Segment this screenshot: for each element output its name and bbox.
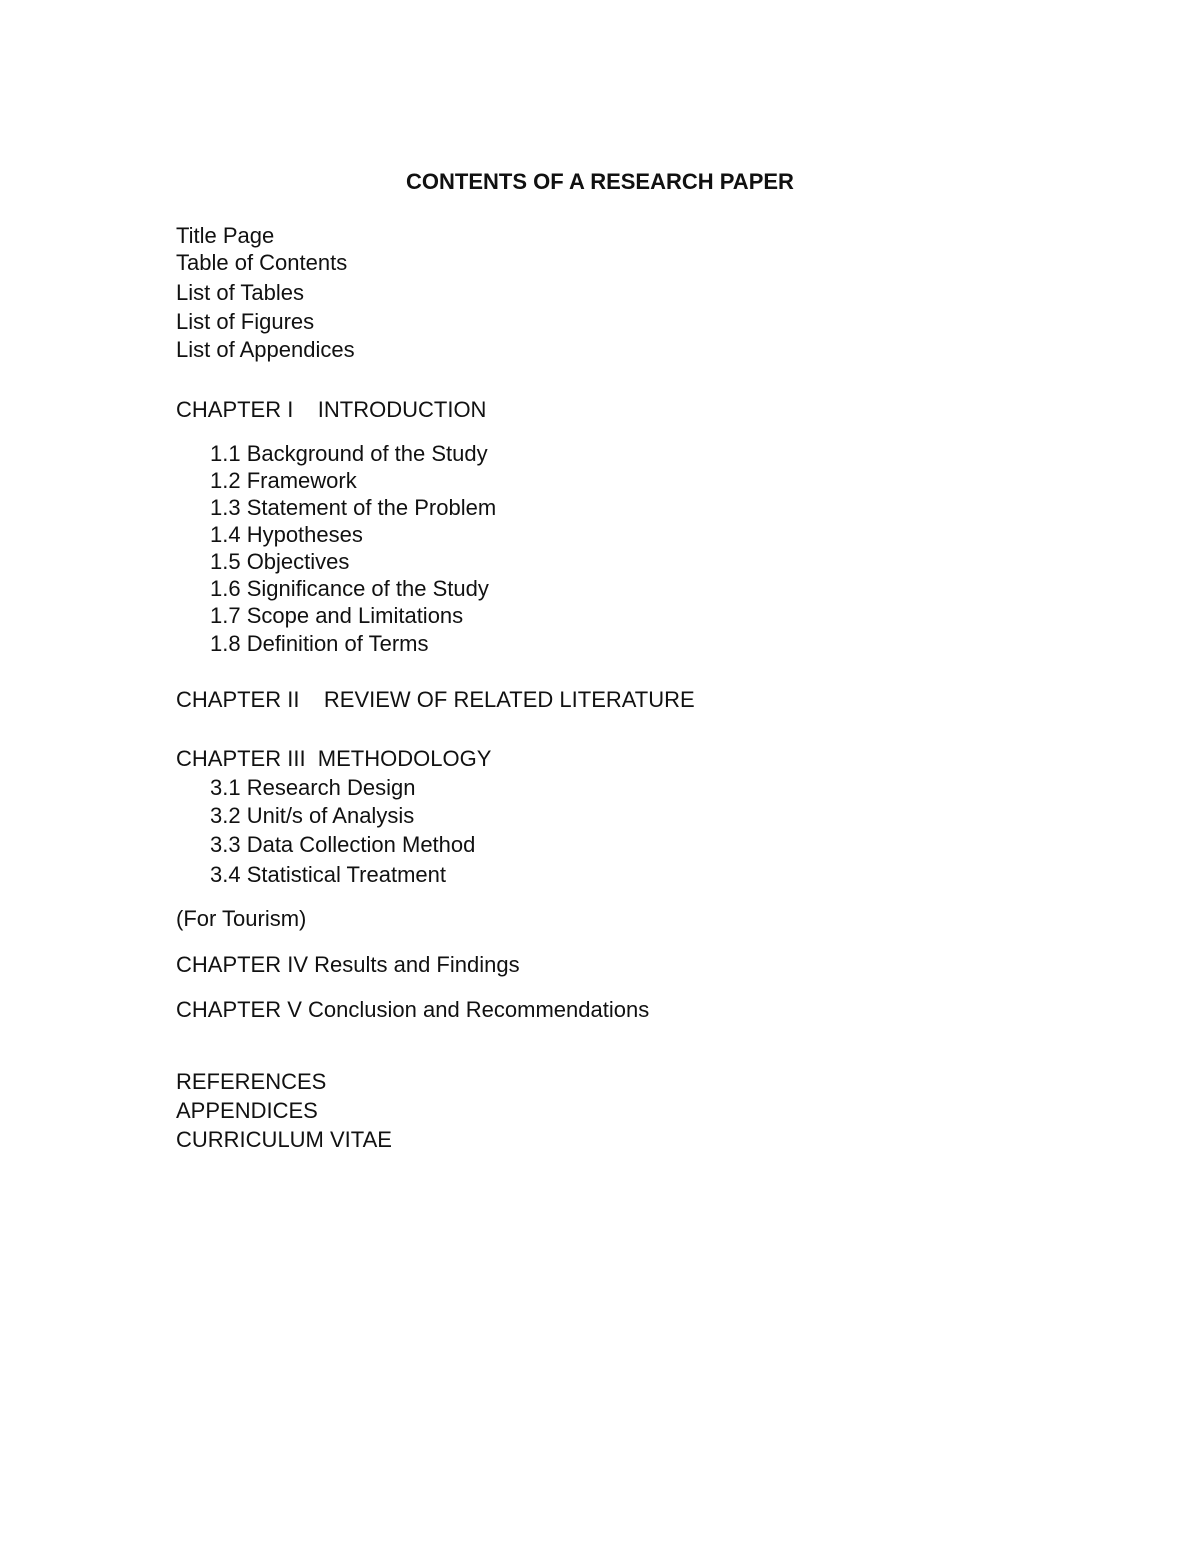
back-matter-references: REFERENCES	[176, 1069, 327, 1094]
front-matter-table-of-contents: Table of Contents	[176, 250, 348, 275]
section-1-4: 1.4 Hypotheses	[210, 522, 363, 547]
chapter-1-heading: CHAPTER I INTRODUCTION	[176, 397, 487, 422]
section-3-2: 3.2 Unit/s of Analysis	[210, 803, 415, 828]
front-matter-title-page: Title Page	[176, 223, 275, 248]
section-1-2: 1.2 Framework	[210, 468, 357, 493]
section-3-1: 3.1 Research Design	[210, 775, 416, 800]
section-1-5: 1.5 Objectives	[210, 549, 350, 574]
document-title: CONTENTS OF A RESEARCH PAPER	[406, 169, 794, 194]
front-matter-list-of-tables: List of Tables	[176, 280, 305, 305]
section-1-3: 1.3 Statement of the Problem	[210, 495, 497, 520]
section-1-8: 1.8 Definition of Terms	[210, 631, 429, 656]
chapter-4-heading: CHAPTER IV Results and Findings	[176, 952, 520, 977]
section-3-4: 3.4 Statistical Treatment	[210, 862, 446, 887]
chapter-5-heading: CHAPTER V Conclusion and Recommendations	[176, 997, 650, 1022]
tourism-note: (For Tourism)	[176, 906, 307, 931]
section-3-3: 3.3 Data Collection Method	[210, 832, 476, 857]
front-matter-list-of-figures: List of Figures	[176, 309, 315, 334]
section-1-7: 1.7 Scope and Limitations	[210, 603, 464, 628]
back-matter-appendices: APPENDICES	[176, 1098, 318, 1123]
chapter-2-heading: CHAPTER II REVIEW OF RELATED LITERATURE	[176, 687, 695, 712]
back-matter-curriculum-vitae: CURRICULUM VITAE	[176, 1127, 392, 1152]
front-matter-list-of-appendices: List of Appendices	[176, 337, 355, 362]
section-1-1: 1.1 Background of the Study	[210, 441, 488, 466]
chapter-3-heading: CHAPTER III METHODOLOGY	[176, 746, 492, 771]
section-1-6: 1.6 Significance of the Study	[210, 576, 489, 601]
